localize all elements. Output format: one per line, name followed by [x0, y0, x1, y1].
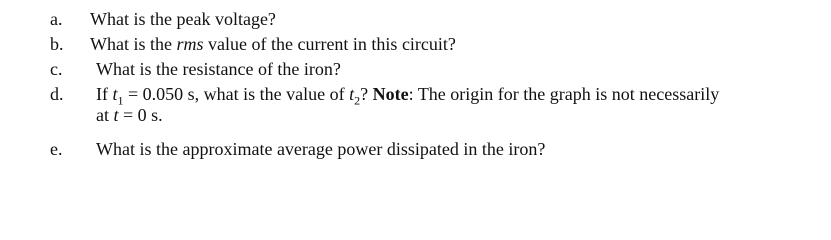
- note-label: Note: [372, 84, 409, 104]
- rms-term: rms: [176, 34, 204, 54]
- time-variable: t: [112, 84, 118, 104]
- question-text-part: : The origin for the graph is not necessarily: [408, 84, 720, 104]
- question-label: c.: [50, 59, 63, 79]
- question-text-part: ?: [360, 84, 373, 104]
- question-text: What is the resistance of the iron?: [96, 59, 341, 79]
- question-text-part: at: [96, 105, 114, 125]
- question-text-part: = 0 s.: [118, 105, 163, 125]
- subscript: 1: [117, 93, 124, 108]
- question-text: [96, 83, 821, 108]
- question-text-part: If: [96, 84, 113, 104]
- time-variable: t: [349, 84, 355, 104]
- question-label: d.: [50, 84, 64, 104]
- question-text: What is the peak voltage?: [90, 9, 276, 29]
- question-label: e.: [50, 139, 63, 159]
- question-text-part: What is the: [90, 34, 177, 54]
- question-text-part: = 0.050 s, what is the value of: [123, 84, 350, 104]
- question-text: [90, 33, 815, 55]
- question-text: [96, 104, 821, 126]
- question-text-part: value of the current in this circuit?: [203, 34, 456, 54]
- question-text: What is the approximate average power dissipated in the iron?: [96, 139, 546, 159]
- question-label: b.: [50, 34, 64, 54]
- question-label: a.: [50, 9, 63, 29]
- time-variable: t: [113, 105, 119, 125]
- subscript: 2: [354, 93, 361, 108]
